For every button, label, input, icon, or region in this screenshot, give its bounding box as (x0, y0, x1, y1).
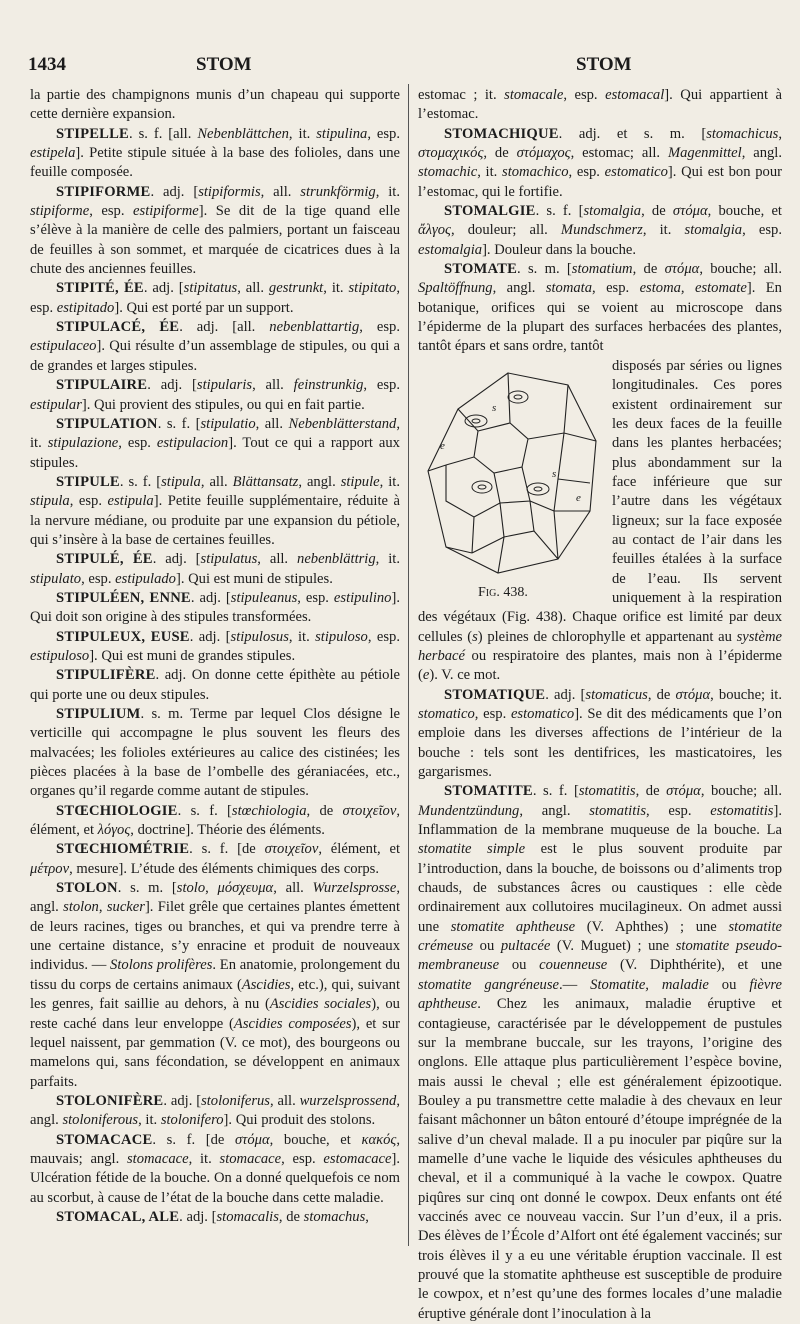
italic-term: estomacal (605, 87, 665, 103)
italic-term: stipula (161, 473, 201, 490)
entry-text: ]. Qui est muni de grandes stipules. (89, 647, 296, 664)
entry-text: ou (473, 938, 501, 955)
italic-term: stolo (176, 880, 206, 897)
italic-term: stipulosus (230, 628, 289, 645)
entry-text: , doctrine]. Théorie des éléments. (130, 822, 325, 839)
entry-stipule2 (30, 550, 400, 589)
entry-stomatite (418, 782, 782, 1324)
entry-text: ), et sur lequel naissent, par gemmation (V. ce mot), des bourgeons ou mamelons qui, sans fécondation, se développent en animaux parfaits. (30, 1015, 400, 1090)
entry-text: ]. Qui produit des stolons. (223, 1112, 376, 1129)
left-column (30, 86, 400, 1227)
entry-text: , de (647, 686, 676, 703)
italic-term: wurzelsprossend (299, 1092, 397, 1109)
entry-text: , esp. (592, 280, 640, 297)
entry-text: , bouche; all. (700, 783, 782, 800)
entry-text: ), ou reste caché dans leur enveloppe ( (30, 996, 400, 1032)
italic-term: stipulatus (200, 551, 258, 568)
italic-term: feinstrunkig (293, 377, 364, 394)
entry-text: ]. Inflammation de la membrane muqueuse de la bouche. La (418, 802, 782, 839)
entry-text: , it. (375, 551, 400, 568)
entry-stipulaire (30, 376, 400, 415)
entry-stipulace (30, 318, 400, 376)
entry-stipule (30, 473, 400, 550)
entry-text: , (365, 1208, 369, 1225)
italic-term: estipular (30, 396, 82, 413)
italic-term: Stomatite, maladie (590, 976, 709, 993)
entry-text: , de (278, 1208, 304, 1225)
italic-term: stipuloso (315, 628, 368, 645)
entry-text: , esp. (742, 222, 782, 239)
italic-term: Blättansatz (232, 473, 299, 490)
entry-text: . adj. [ (163, 1092, 202, 1109)
entry-text: ou respiratoire des plantes, mais non à l’épiderme ( (418, 647, 782, 684)
column-divider (408, 84, 409, 1246)
headword: STOMACAL, ALE (56, 1208, 180, 1225)
headword: STIPULAIRE (56, 377, 148, 394)
italic-term: stomatite crémeuse (418, 918, 782, 955)
entry-text: . s. m. [ (117, 880, 177, 897)
italic-term: stomatite gangréneuse (418, 976, 559, 993)
italic-term: stomacace (219, 1150, 282, 1167)
italic-term: estipulaceo (30, 338, 97, 355)
italic-term: stipiformis (198, 183, 261, 200)
entry-text: ]. Se dit des médicaments que l’on emploie dans les diverses affections de l’intérieur de la bouche : tels sont les dentifrices, les masticatoires, les gargarismes. (418, 706, 782, 781)
entry-text: (V. Muguet) ; une (550, 938, 676, 955)
italic-term: Wurzelsprosse (312, 880, 397, 897)
entry-stipite (30, 279, 400, 318)
entry-text: ]. Tout ce qui a rapport aux stipules. (30, 435, 400, 471)
entry-stomalgie (418, 202, 782, 260)
italic-term: στομαχικός (418, 145, 484, 162)
italic-term: stolon (63, 899, 99, 916)
entry-text: , de (306, 802, 343, 819)
entry-text: , it. (642, 222, 685, 239)
italic-term: stipularis (196, 377, 253, 394)
headword: STOMALGIE (444, 203, 536, 220)
italic-term: estipela (30, 145, 76, 162)
headword: STŒCHIOLOGIE (56, 802, 178, 819)
entry-text: , it. (138, 1112, 161, 1129)
entry-text: . s. m. [ (517, 261, 572, 278)
italic-term: nebenblattartig (269, 319, 360, 336)
entry-text: . adj. [ (147, 377, 197, 394)
entry-text: . adj. [ (143, 280, 184, 297)
entry-stolonifere (30, 1092, 400, 1131)
entry-text: , it. (288, 628, 316, 645)
entry-text: , all. (200, 473, 233, 490)
italic-term: pultacée (500, 938, 551, 955)
entry-text: , esp. (367, 125, 401, 142)
entry-text: , esp. (281, 1150, 324, 1167)
entry-text: , all. (255, 415, 289, 432)
entry-text: , esp. (568, 164, 605, 181)
entry-text: disposés par séries ou lignes longitudinales. Ces pores existent ordinairement sur les deux faces de la feuille dans les plantes herbacées; plus abondamment sur la face inférieure que sur l’autre dans les végétaux ligneux; sur la face exposée au contact de l’air dans les feuilles étalées à la surface de l’eau. Ils servent uniquement à la respiration des végétaux (Fig. 438). Chaque orifice est limité par deux cellules ( (418, 357, 782, 645)
entry-text: , bouche, et (269, 1131, 362, 1148)
italic-term: estoma, estomate (639, 280, 747, 297)
right-column (418, 86, 782, 1324)
italic-term: stomatium (571, 261, 633, 278)
headword: STIPULIFÈRE (56, 667, 156, 684)
entry-text: , de (632, 261, 665, 278)
entry-text: . s. f. [ (177, 802, 232, 819)
italic-term: Spaltöffnung (418, 280, 493, 297)
entry-text: . adj. [ (179, 1208, 217, 1225)
headword: STOMATITE (444, 783, 533, 800)
entry-text: ]. Petite feuille supplémentaire, réduite à la nervure médiane, ou produite par une expansion du pétiole, qui s’insère à la base de certaines feuilles. (30, 493, 400, 548)
italic-term: ἄλγος (418, 222, 451, 239)
entry-text: , angl. (492, 280, 546, 297)
italic-term: μέτρον (30, 860, 70, 877)
italic-term: λόγος (97, 822, 131, 839)
entry-text: . s. f. [ (535, 203, 584, 220)
entry-text: ]. Ulcération fétide de la bouche. On a donné quelquefois ce nom au scorbut, à cause de l’état de la bouche dans cette maladie. (30, 1150, 400, 1206)
entry-text: . adj. On donne cette épithète au pétiole qui porte une ou deux stipules. (30, 667, 400, 703)
italic-term: strunkförmig (300, 183, 376, 200)
italic-term: stipule (340, 473, 380, 490)
entry-text: , (205, 880, 218, 897)
entry-stipiforme (30, 183, 400, 280)
entry-text: , bouche; all. (699, 261, 782, 278)
stomata-figure (418, 361, 604, 603)
entry-text: est le plus souvent produite par l’introduction, dans la bouche, de boissons ou d’aliments trop chauds, de substances âcres ou caustiques : elle cède ordinairement aux collutoires mucilagineux. On admet aussi une (418, 841, 782, 935)
italic-term: stipuleanus (230, 589, 298, 606)
italic-term: estipula (107, 493, 154, 510)
entry-stipulifere (30, 666, 400, 705)
entry-text: ]. Qui résulte d’un assemblage de stipules, ou qui a de grandes et larges stipules. (30, 338, 400, 374)
entry-text: (V. Aphthes) ; une (575, 918, 729, 935)
entry-text: , all. (260, 183, 301, 200)
entry-text: , esp. (474, 706, 511, 722)
italic-term: στόμα (664, 261, 700, 278)
entry-text: , it. (30, 415, 400, 452)
entry-text: , angl. (298, 473, 341, 490)
headword: STIPIFORME (56, 183, 151, 200)
right-running-title: STOM (576, 54, 632, 75)
italic-term: Ascidies (241, 976, 291, 993)
italic-term: stipitatus (183, 280, 238, 297)
entry-text: ]. Qui est porté par un support. (114, 299, 294, 316)
entry-text: , it. (323, 280, 349, 297)
italic-term: stomaticus (585, 686, 648, 703)
italic-term: στόμαχος (516, 145, 571, 162)
italic-term: Nebenblättchen (197, 125, 289, 142)
svg-text:e: e (440, 439, 445, 452)
entry-text: ). V. ce mot. (429, 667, 501, 684)
entry-text: . s. f. [ (532, 783, 579, 800)
entry-text: , esp. (563, 87, 606, 103)
left-running-title: STOM (196, 54, 252, 75)
italic-term: stipulato (30, 570, 82, 587)
entry-text: , it. (375, 183, 400, 200)
entry-text: , élément, et (318, 841, 400, 858)
italic-term: stomatite aphtheuse (450, 918, 576, 935)
italic-term: gestrunkt (268, 280, 324, 297)
italic-term: stomatitis (589, 802, 646, 819)
italic-term: στόμα (675, 686, 711, 703)
headword: STIPULATION (56, 415, 158, 432)
italic-term: estipulino (333, 589, 392, 606)
italic-term: stipula (30, 493, 70, 510)
italic-term: Ascidies composées (233, 1015, 352, 1032)
entry-text: , etc.), qui, suivant les genres, fait saillie au dehors, à nu ( (30, 976, 401, 1013)
entry-text: . s. f. [all. (128, 125, 198, 142)
entry-text: . s. m. Terme par lequel Clos désigne le verticille qui accompagne le plus souvent les fleurs des malvacées; les folioles extérieures au calice des cistinées; les pièces placées à la base de l’ombelle des géraniacées, etc., organes qu’il regarde comme autant de stipules. (30, 706, 400, 800)
italic-term: estipuloso (30, 647, 90, 664)
italic-term: stomatico (418, 706, 475, 722)
entry-text: , esp. (118, 435, 157, 452)
italic-term: stomata (545, 280, 593, 297)
entry-text: ]. Qui appartient à l’estomac. (418, 87, 783, 123)
entry-stipuleux (30, 628, 400, 667)
headword: STŒCHIOMÉTRIE (56, 841, 190, 858)
entry-text: la partie des champignons munis d’un chapeau qui supporte cette dernière expansion. (30, 87, 400, 123)
entry-text: , bouche, et (707, 203, 782, 220)
entry-stolon (30, 879, 400, 1092)
italic-term: stipitato (348, 280, 397, 297)
italic-term: système herbacé (418, 628, 782, 664)
entry-text: ]. Qui provient des stipules, ou qui en fait partie. (81, 396, 365, 413)
italic-term: sucker (106, 899, 145, 916)
entry-text: , élément, et (30, 802, 400, 839)
italic-term: stomatitis (578, 783, 636, 800)
entry-text: . Chez les animaux, maladie éruptive et contagieuse, caractérisée par le développement de pustules sur la membrane buccale, sur les trayons, l’origine des onglons. Elle attaque plus particulièrement l’espèce bovine, mais aussi le cheval ; elle est généralement épizootique. Bouley a pu transmettre cette maladie à des chevaux en leur faisant mâchonner un bâton entouré d’étoupe imprégnée de la salive d’un cheval malade. Il a pu inoculer par piqûre sur la mamelle d’une vache le liquide des vésicules aphtheuses du cheval, et il a communiqué à la vache le cowpox. Quatre piqûres sur cinq ont donné le cowpox. Deux enfants ont été vaccinés avec ce nouveau vaccin. Sur l’un d’eux, il a pris. Des élèves de l’École d’Alfort ont été également vaccinés; sur trois élèves il y a eu une véritable éruption vaccinale. Il est prouvé que la stomatite aphtheuse est susceptible de produire le cowpox, et n’est qu’une des formes locales d’une maladie éruptive générale dont l’inoculation à la (418, 996, 782, 1322)
headword: STIPULEUX, EUSE (56, 628, 190, 645)
entry-text: ) pleines de chlorophylle et appartenant au (477, 628, 737, 645)
italic-term: estomacace (323, 1150, 392, 1167)
entry-text: , it. (288, 125, 317, 142)
svg-text:e: e (576, 491, 581, 504)
italic-term: estomalgia (418, 241, 483, 258)
italic-term: Ascidies sociales (269, 996, 372, 1013)
entry-text: . s. f. [ (119, 473, 162, 490)
italic-term: fièvre aphtheuse (418, 976, 783, 1013)
italic-term: estipiforme (133, 203, 199, 220)
entry-stoechiologie (30, 802, 400, 841)
entry-text: . adj. et s. m. [ (558, 125, 707, 142)
italic-term: stomacale (504, 87, 564, 103)
entry-text: ]. En botanique, orifices qui se voient au microscope dans l’épiderme de la plupart des surfaces herbacées des plantes, tantôt épars et sans ordre, tantôt (418, 280, 782, 355)
italic-term: στόμα (234, 1131, 270, 1148)
entry-text: , it. (477, 164, 503, 181)
italic-term: στόμα (672, 203, 708, 220)
italic-term: Mundentzündung (418, 802, 520, 819)
entry-text: , estomac; all. (570, 145, 668, 162)
italic-term: e (422, 667, 430, 684)
italic-term: Stolons prolifères (110, 957, 213, 974)
entry-text: , (98, 899, 107, 916)
entry-text: .— (559, 976, 591, 993)
italic-term: stomachico (502, 164, 569, 181)
italic-term: estomatico (510, 706, 575, 722)
entry-text: (V. Diphthérite), et une (607, 957, 783, 974)
entry-text: . adj. [ (545, 686, 586, 703)
entry-text: , mesure]. L’étude des éléments chimiques des corps. (69, 860, 379, 877)
entry-text: , esp. (81, 570, 116, 587)
italic-term: estipulacion (156, 435, 229, 452)
entry-text: , esp. (363, 377, 400, 394)
entry-stomate (418, 260, 782, 357)
entry-text: , it. (379, 473, 400, 490)
italic-term: stipulazione (47, 435, 119, 452)
page-number: 1434 (28, 54, 66, 75)
headword: STIPULACÉ, ÉE (56, 319, 180, 336)
headword: STOMACACE (56, 1131, 153, 1148)
italic-term: στοιχεῖον (264, 841, 319, 858)
entry-text: estomac ; it. (418, 87, 505, 103)
entry-text: , all. (269, 1092, 300, 1109)
figure-caption: Fig. 438. (478, 585, 528, 601)
entry-text: , angl. (741, 145, 783, 162)
entry-text: . adj. [ (152, 551, 201, 568)
italic-term: στοιχεῖον (342, 802, 397, 819)
entry-text: ]. Filet grêle que certaines plantes émettent de leurs racines, tiges ou branches, et qui va prendre terre à une certaine distance, s’y enracine et produit de nouveaux individus. — (30, 899, 400, 974)
italic-term: stipulina (316, 125, 368, 142)
italic-term: stolonifero (160, 1112, 224, 1129)
entry-text: ]. Qui doit son origine à des stipules transformées. (30, 589, 400, 626)
entry-text: , esp. (89, 203, 134, 220)
entry-stomacal-cont (418, 86, 782, 125)
entry-text: , esp. (359, 319, 400, 336)
entry-text: , douleur; all. (450, 222, 561, 239)
entry-text: . adj. [ (189, 628, 231, 645)
entry-text: ]. Se dit de la tige quand elle s’élève à la manière de celle des palmiers, portant un faisceau de feuilles à son sommet, et marquée de cicatrices dues à la chute des anciennes feuilles. (30, 203, 400, 278)
italic-term: stomachicus (706, 125, 779, 142)
italic-term: stœchiologia (231, 802, 307, 819)
running-header (0, 48, 800, 82)
entry-text: , esp. (367, 628, 400, 645)
entry-text: . s. f. [de (189, 841, 265, 858)
italic-term: στόμα (666, 783, 701, 800)
entry-text: , bouche; it. (710, 686, 782, 703)
italic-term: stoloniferous (62, 1112, 139, 1129)
entry-text: ou (708, 976, 750, 993)
entry-text: , de (483, 145, 517, 162)
entry-text: ou (499, 957, 540, 974)
entry-text: . adj. [ (150, 183, 199, 200)
entry-text: . adj. [ (190, 589, 231, 606)
entry-intro (30, 86, 400, 125)
italic-term: stomalgia (583, 203, 642, 220)
entry-text: ]. Qui est bon pour l’estomac, qui le fortifie. (418, 164, 782, 200)
italic-term: stomachus (303, 1208, 366, 1225)
italic-term: κακός (361, 1131, 397, 1148)
entry-text: . adj. [all. (179, 319, 270, 336)
entry-stipulation (30, 415, 400, 473)
entry-text: . En anatomie, prolongement du tissu du corps de certains animaux ( (30, 957, 400, 993)
entry-text: ]. Petite stipule située à la base des folioles, dans une feuille composée. (30, 145, 400, 181)
entry-text: , (778, 125, 782, 142)
entry-text: , esp. (297, 589, 334, 606)
entry-text: , all. (252, 377, 294, 394)
italic-term: stipiforme (30, 203, 90, 220)
headword: STOLONIFÈRE (56, 1092, 164, 1109)
italic-term: s (472, 628, 478, 645)
italic-term: estipitado (56, 299, 115, 316)
entry-text: , all. (237, 280, 269, 297)
italic-term: stipulatio (200, 415, 256, 432)
headword: STOMACHIQUE (444, 125, 559, 142)
entry-text: ]. Douleur dans la bouche. (482, 241, 637, 258)
italic-term: nebenblättrig (297, 551, 376, 568)
entry-text: , de (635, 783, 667, 800)
italic-term: stomachic (418, 164, 478, 181)
entry-text: , esp. (30, 280, 400, 316)
entry-text: , esp. (69, 493, 108, 510)
entry-stomachique (418, 125, 782, 202)
svg-text:s: s (492, 401, 497, 414)
entry-text: , de (641, 203, 673, 220)
entry-stipulium (30, 705, 400, 802)
entry-stomatique (418, 686, 782, 783)
italic-term: stomatite simple (418, 841, 526, 858)
headword: STIPULÉEN, ENNE (56, 589, 191, 606)
headword: STIPITÉ, ÉE (56, 280, 144, 297)
headword: STOLON (56, 880, 118, 897)
headword: STIPULIUM (56, 706, 141, 722)
italic-term: stomacalis (216, 1208, 279, 1225)
italic-term: Nebenblätterstand (288, 415, 397, 432)
italic-term: estipulado (115, 570, 176, 587)
headword: STIPULÉ, ÉE (56, 551, 153, 568)
italic-term: Mundschmerz (560, 222, 643, 239)
entry-stoechiometrie (30, 840, 400, 879)
headword: STIPELLE (56, 125, 129, 142)
entry-text: . s. f. [de (152, 1131, 235, 1148)
entry-stomacal (30, 1208, 400, 1227)
headword: STOMATE (444, 261, 518, 278)
italic-term: estomatitis (710, 802, 774, 819)
italic-term: stomalgia (684, 222, 743, 239)
italic-term: stomacace (126, 1150, 189, 1167)
entry-text: , mauvais; angl. (30, 1131, 400, 1167)
entry-text: , it. (188, 1150, 220, 1167)
headword: STIPULE (56, 473, 120, 490)
italic-term: Magenmittel (667, 145, 742, 162)
entry-text: , angl. (30, 1092, 400, 1129)
stomata-illustration (418, 361, 604, 581)
entry-stipuleen (30, 589, 400, 628)
entry-text: , all. (273, 880, 313, 897)
italic-term: estomatico (604, 164, 668, 181)
headword: STOMATIQUE (444, 686, 546, 703)
italic-term: stomatite pseudo-membraneuse (418, 938, 783, 974)
italic-term: couenneuse (539, 957, 608, 974)
entry-text: . s. f. [ (157, 415, 201, 432)
italic-term: stoloniferus (201, 1092, 270, 1109)
entry-text: , esp. (646, 802, 711, 819)
entry-text: ]. Qui est muni de stipules. (175, 570, 333, 587)
entry-text: , angl. (519, 802, 590, 819)
entry-stomacace (30, 1131, 400, 1208)
entry-text: , all. (257, 551, 298, 568)
italic-term: μόσχευμα (217, 880, 274, 897)
entry-text: , angl. (30, 880, 400, 916)
entry-stipelle (30, 125, 400, 183)
svg-text:s: s (552, 467, 557, 480)
